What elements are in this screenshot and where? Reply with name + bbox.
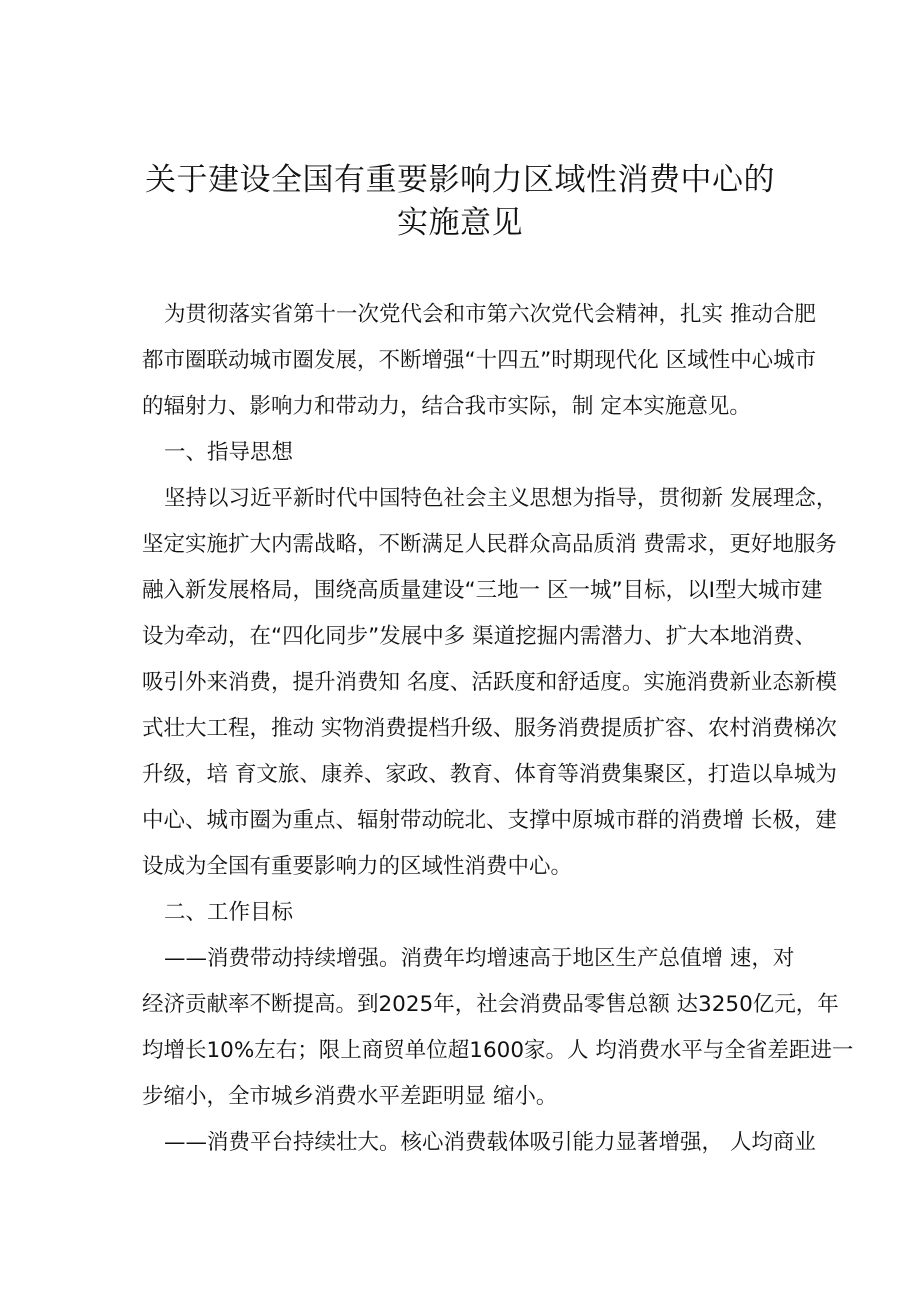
paragraph-guiding-line-4: 设为牵动，在“四化同步”发展中多 渠道挖掘内需潜力、扩大本地消费、 — [142, 624, 817, 649]
paragraph-guiding-line-1: 坚持以习近平新时代中国特色社会主义思想为指导，贯彻新 发展理念， — [164, 486, 838, 511]
document-title-line-2: 实施意见 — [397, 205, 523, 241]
paragraph-guiding-line-9: 设成为全国有重要影响力的区域性消费中心。 — [142, 854, 573, 879]
paragraph-goals-line-1: ——消费带动持续增强。消费年均增速高于地区生产总值增 速，对 — [164, 946, 795, 971]
document-title-line-1: 关于建设全国有重要影响力区域性消费中心的 — [145, 162, 775, 198]
section-heading-work-goals: 二、工作目标 — [164, 900, 294, 925]
paragraph-goals-line-3: 均增长10%左右；限上商贸单位超1600家。人 均消费水平与全省差距进一 — [142, 1038, 854, 1063]
paragraph-guiding-line-7: 升级，培 育文旅、康养、家政、教育、体育等消费集聚区，打造以阜城为 — [142, 762, 837, 787]
paragraph-goals-line-4: 步缩小，全市城乡消费水平差距明显 缩小。 — [142, 1084, 558, 1109]
paragraph-guiding-line-3: 融入新发展格局，围绕高质量建设“三地一 区一城”目标，以I型大城市建 — [142, 578, 823, 603]
paragraph-guiding-line-2: 坚定实施扩大内需战略，不断满足人民群众高品质消 费需求，更好地服务 — [142, 532, 837, 557]
paragraph-intro-line-3: 的辐射力、影响力和带动力，结合我市实际，制 定本实施意见。 — [142, 394, 751, 419]
paragraph-guiding-line-8: 中心、城市圈为重点、辐射带动皖北、支撑中原城市群的消费增 长极，建 — [142, 808, 837, 833]
paragraph-intro-line-1: 为贯彻落实省第十一次党代会和市第六次党代会精神，扎实 推动合肥 — [164, 302, 816, 327]
paragraph-goals-line-2: 经济贡献率不断提高。到2025年，社会消费品零售总额 达3250亿元，年 — [142, 992, 839, 1017]
paragraph-intro-line-2: 都市圈联动城市圈发展，不断增强“十四五”时期现代化 区域性中心城市 — [142, 348, 817, 373]
paragraph-platform-line-1: ——消费平台持续壮大。核心消费载体吸引能力显著增强， 人均商业 — [164, 1130, 816, 1155]
section-heading-guiding-thought: 一、指导思想 — [164, 440, 294, 465]
paragraph-guiding-line-6: 式壮大工程，推动 实物消费提档升级、服务消费提质扩容、农村消费梯次 — [142, 716, 837, 741]
paragraph-guiding-line-5: 吸引外来消费，提升消费知 名度、活跃度和舒适度。实施消费新业态新模 — [142, 670, 837, 695]
